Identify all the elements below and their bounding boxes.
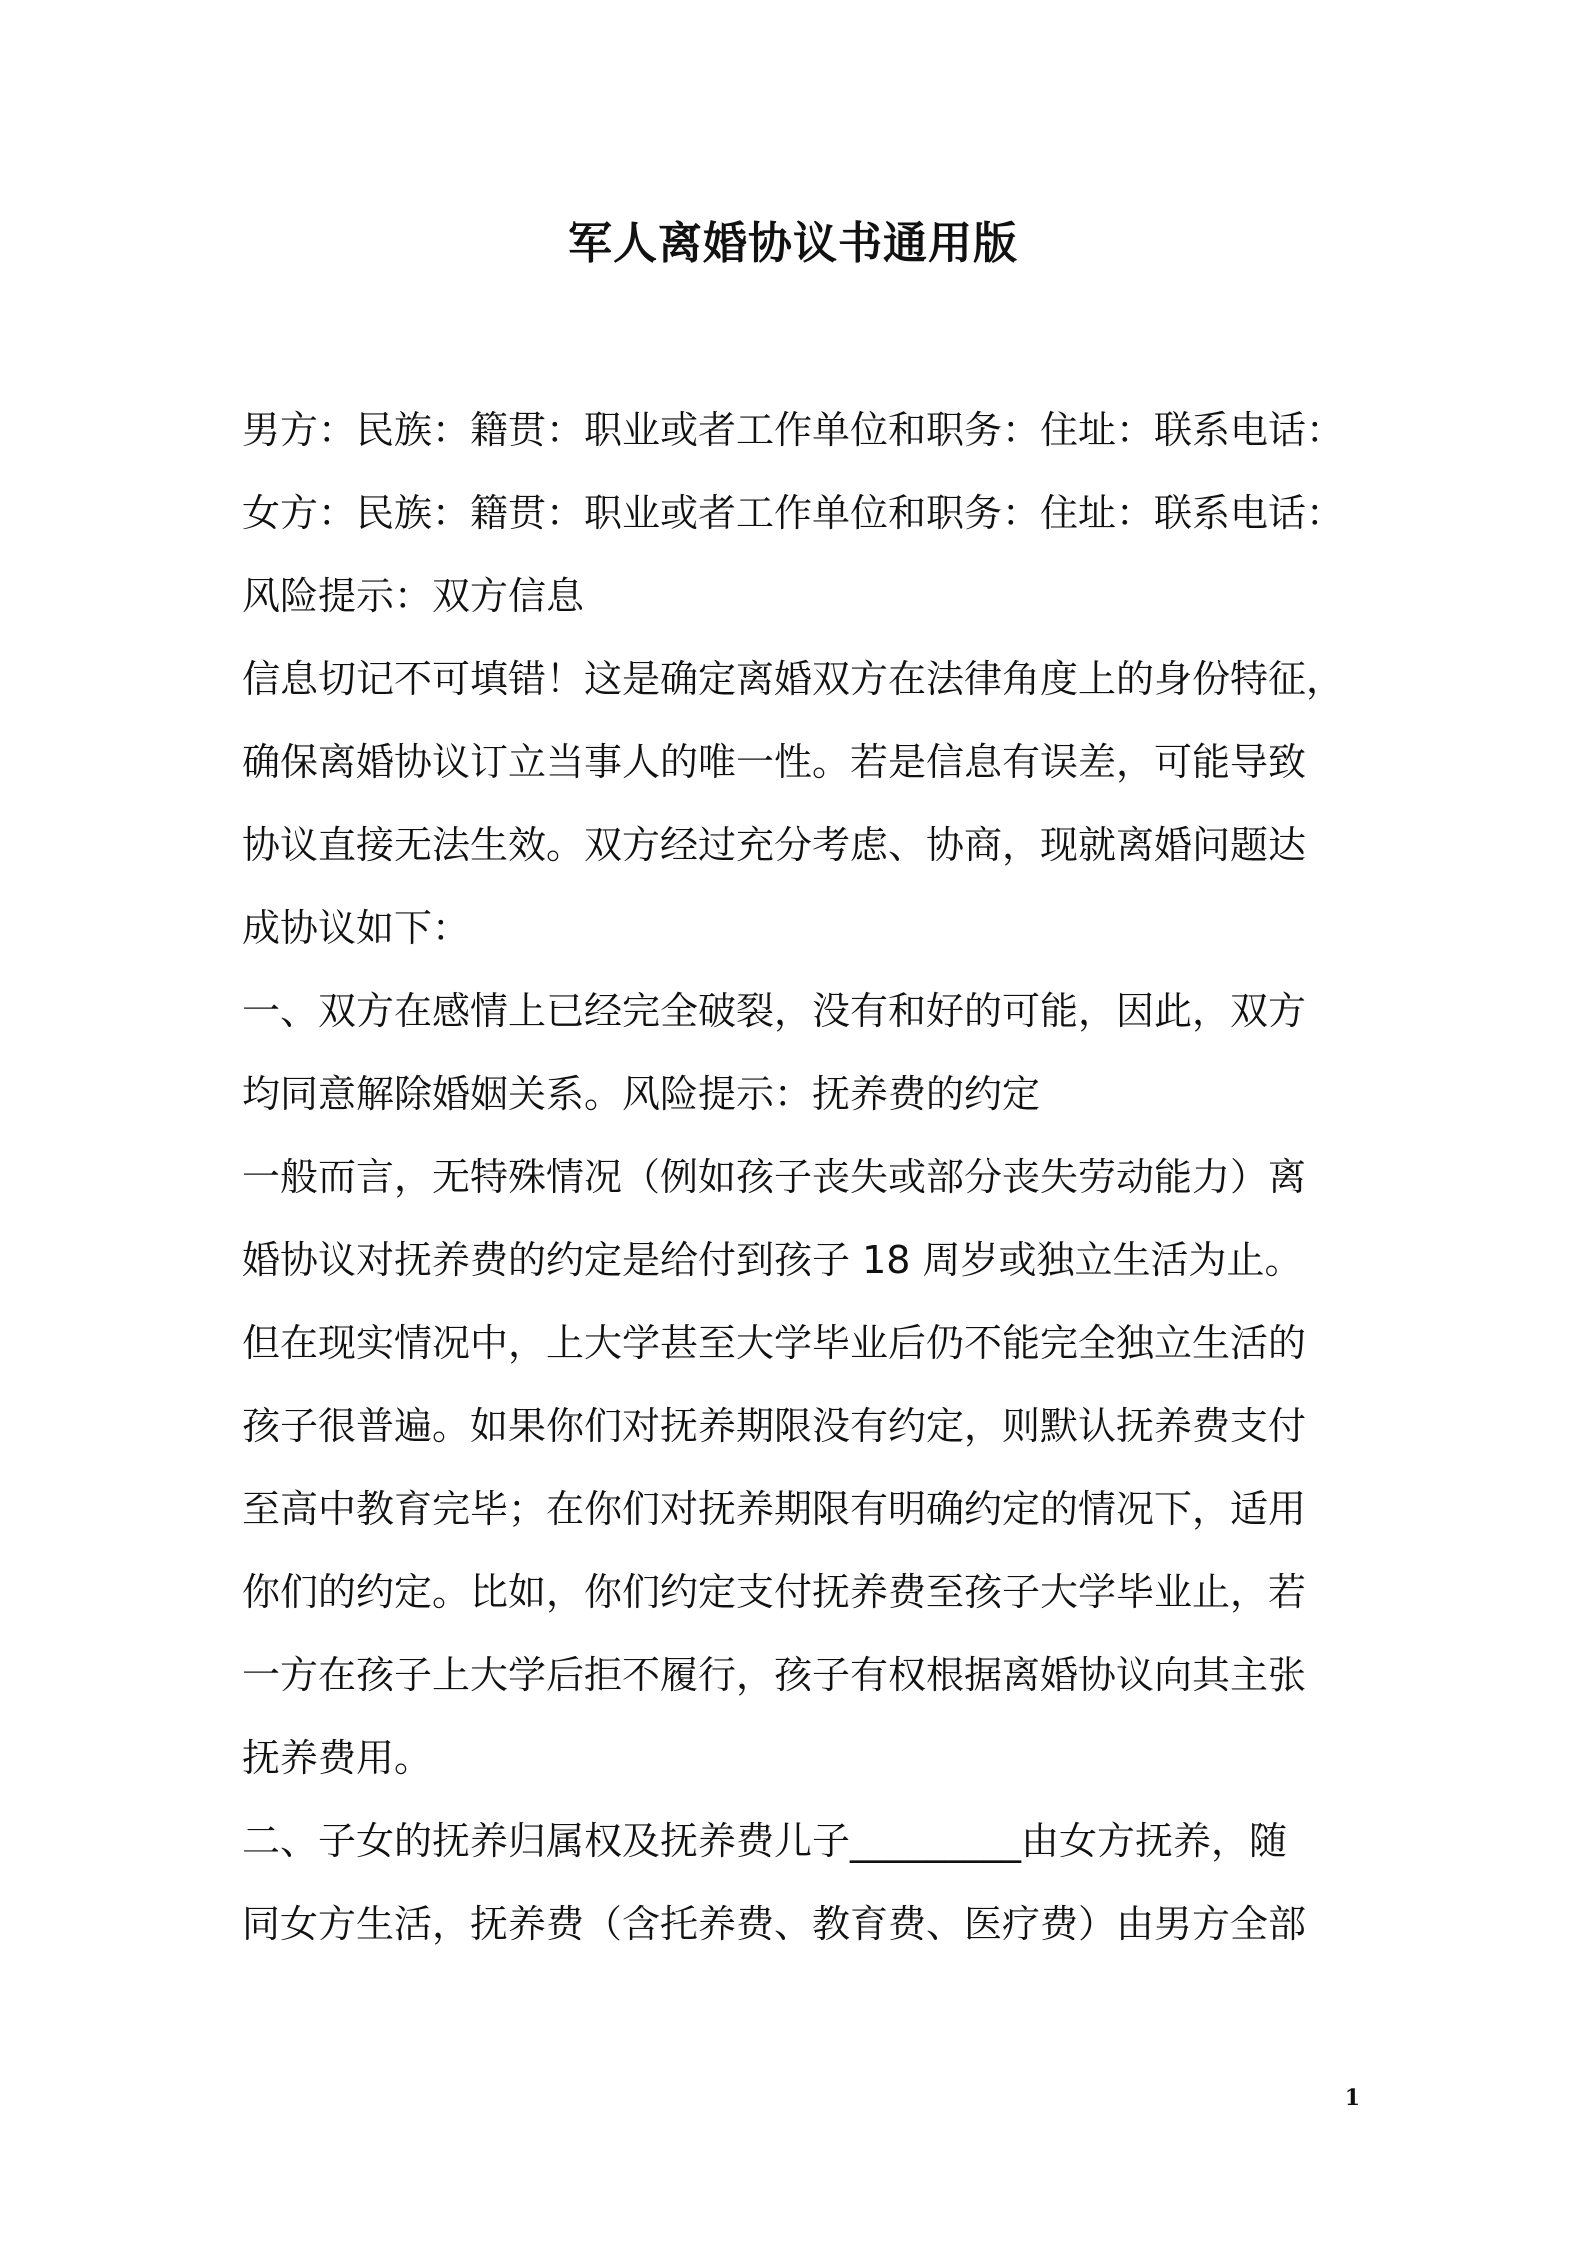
text-line: 二、子女的抚养归属权及抚养费儿子_________由女方抚养，随 <box>242 1819 1288 1863</box>
text-line: 信息切记不可填错！这是确定离婚双方在法律角度上的身份特征， <box>242 657 1345 701</box>
text-line: 男方：民族：籍贯：职业或者工作单位和职务：住址：联系电话： <box>242 408 1345 452</box>
text-line: 风险提示：双方信息 <box>242 574 585 618</box>
text-line: 一般而言，无特殊情况（例如孩子丧失或部分丧失劳动能力）离 <box>242 1155 1307 1199</box>
text-line: 一、双方在感情上已经完全破裂，没有和好的可能，因此，双方 <box>242 989 1307 1033</box>
text-line: 成协议如下： <box>242 906 471 950</box>
text-line: 抚养费用。 <box>242 1736 433 1780</box>
text-line: 均同意解除婚姻关系。风险提示：抚养费的约定 <box>242 1072 1041 1116</box>
text-line: 但在现实情况中，上大学甚至大学毕业后仍不能完全独立生活的 <box>242 1321 1307 1365</box>
page-number: 1 <box>1344 2085 1360 2111</box>
text-line: 至高中教育完毕；在你们对抚养期限有明确约定的情况下，适用 <box>242 1487 1307 1531</box>
text-line: 确保离婚协议订立当事人的唯一性。若是信息有误差，可能导致 <box>242 740 1307 784</box>
document-title: 军人离婚协议书通用版 <box>568 218 1018 269</box>
text-line: 女方：民族：籍贯：职业或者工作单位和职务：住址：联系电话： <box>242 491 1345 535</box>
text-line: 同女方生活，抚养费（含托养费、教育费、医疗费）由男方全部 <box>242 1902 1307 1946</box>
text-line: 孩子很普遍。如果你们对抚养期限没有约定，则默认抚养费支付 <box>242 1404 1307 1448</box>
text-line: 一方在孩子上大学后拒不履行，孩子有权根据离婚协议向其主张 <box>242 1653 1307 1697</box>
text-line: 婚协议对抚养费的约定是给付到孩子 18 周岁或独立生活为止。 <box>242 1238 1303 1282</box>
text-line: 协议直接无法生效。双方经过充分考虑、协商，现就离婚问题达 <box>242 823 1307 867</box>
text-line: 你们的约定。比如，你们约定支付抚养费至孩子大学毕业止，若 <box>242 1570 1307 1614</box>
